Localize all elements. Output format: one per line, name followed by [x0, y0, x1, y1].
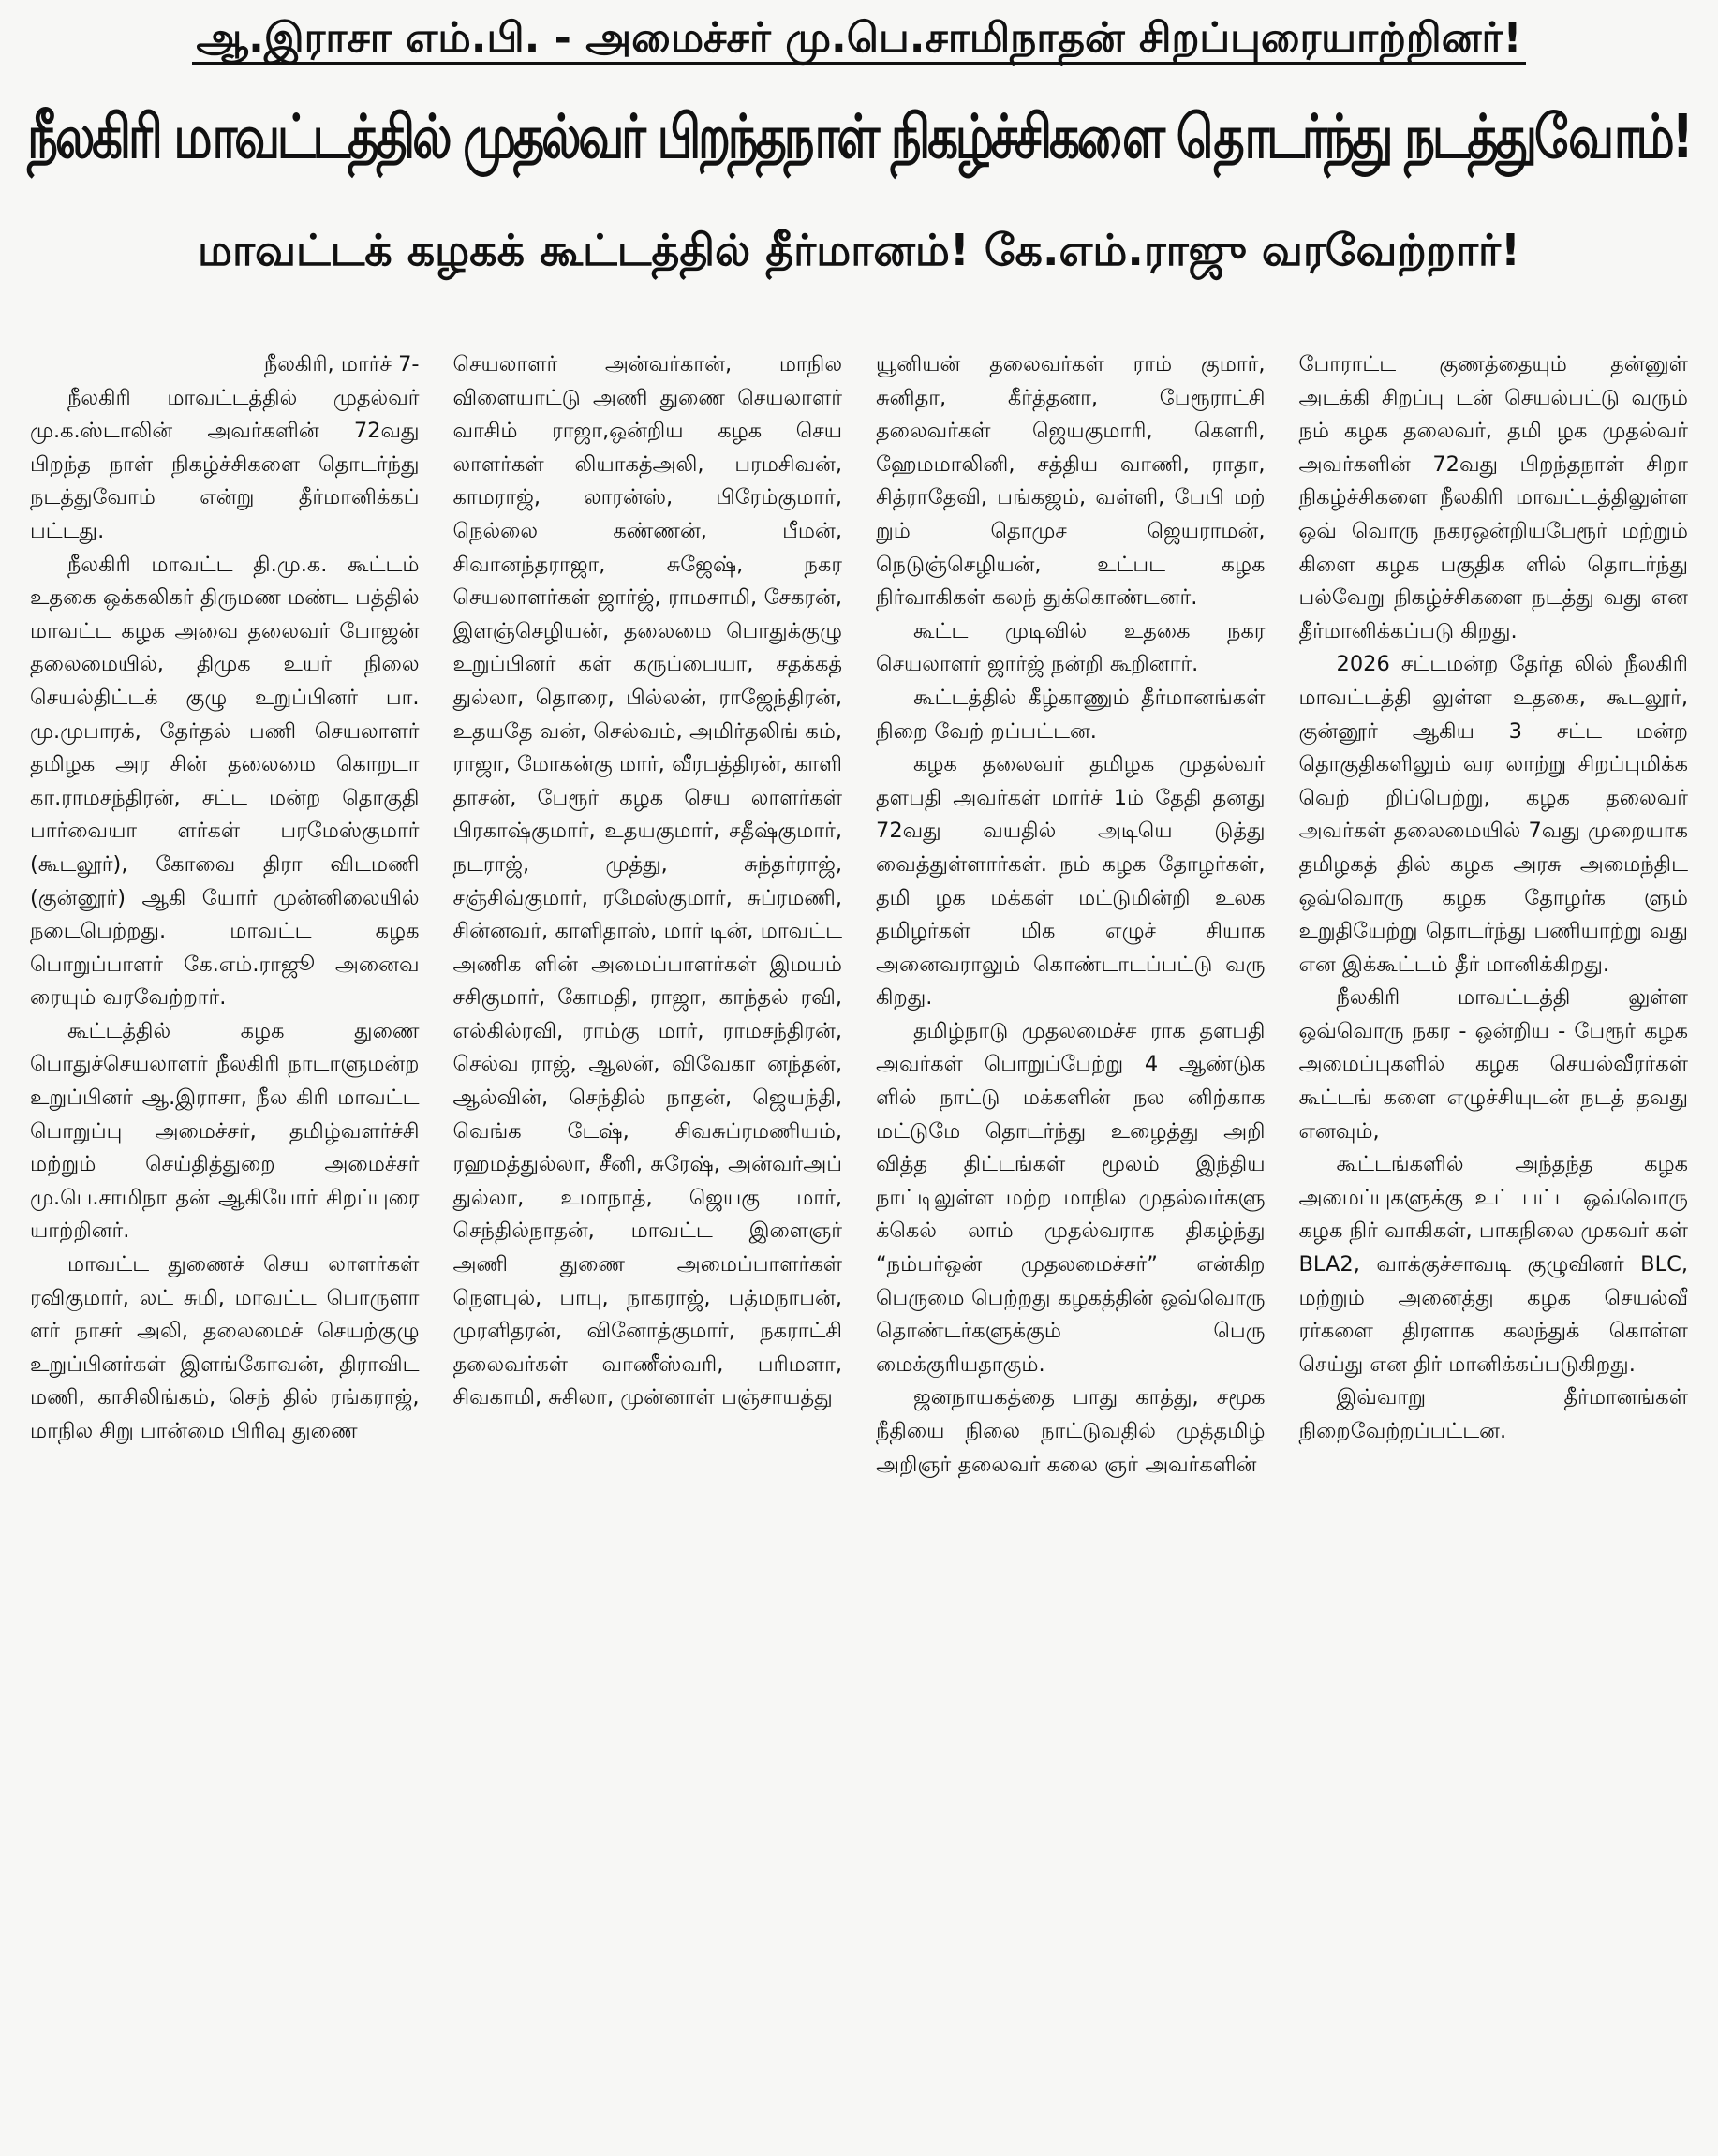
column-1 [22, 348, 427, 2147]
column-4 [1292, 348, 1696, 2147]
paragraph: மாவட்ட துணைச் செய லாளர்கள் ரவிகுமார், லட் சுமி, மாவட்ட பொருளா ளர் நாசர் அலி, தலைமைச் செயற்குழு உறுப்பினர்கள் இளங்கோவன், திராவிட மணி, காசிலிங்கம், செந் தில் ரங்கராஜ், மாநில சிறு பான்மை பிரிவு துணை [30, 1252, 420, 1443]
headline: நீலகிரி மாவட்டத்தில் முதல்வர் பிறந்தநாள் நிகழ்ச்சிகளை தொடர்ந்து நடத்துவோம்! [27, 103, 1691, 173]
column-2 [446, 348, 851, 2147]
kicker-text: ஆ.இராசா எம்.பி. - அமைச்சர் மு.பெ.சாமிநாதன் சிறப்புரையாற்றினர்! [192, 14, 1525, 65]
paragraph: தமிழ்நாடு முதலமைச்ச ராக தளபதி அவர்கள் பொறுப்பேற்று 4 ஆண்டுக ளில் நாட்டு மக்களின் நல னிற்காக மட்டுமே தொடர்ந்து உழைத்து அறி வித்த திட்டங்கள் மூலம் இந்திய நாட்டிலுள்ள மற்ற மாநில முதல்வர்களு க்கெல் லாம் முதல்வராக திகழ்ந்து “நம்பர்ஒன் முதலமைச்சர்” என்கிற பெருமை பெற்றது கழகத்தின் ஒவ்வொரு தொண்டர்களுக்கும் பெரு மைக்குரியதாகும். [876, 1018, 1266, 1377]
paragraph: செயலாளர் அன்வர்கான், மாநில விளையாட்டு அணி துணை செயலாளர் வாசிம் ராஜா,ஒன்றிய கழக செய லாளர்கள் லியாகத்அலி, பரமசிவன், காமராஜ், லாரன்ஸ், பிரேம்குமார், நெல்லை கண்ணன், பீமன், சிவானந்தராஜா, சுஜேஷ், நகர செயலாளர்கள் ஜார்ஜ், ராமசாமி, சேகரன், இளஞ்செழியன், தலைமை பொதுக்குழு உறுப்பினர் கள் கருப்பையா, சதக்கத் துல்லா, தொரை, பில்லன், ராஜேந்திரன், உதயதே வன், செல்வம், அமிர்தலிங் கம், ராஜா, மோகன்கு மார், வீரபத்திரன், காளி தாசன், பேரூர் கழக செய லாளர்கள் பிரகாஷ்குமார், உதயகுமார், சதீஷ்குமார், நடராஜ், முத்து, சுந்தர்ராஜ், சஞ்சிவ்குமார், ரமேஸ்குமார், சுப்ரமணி, சின்னவர், காளிதாஸ், மார் டின், மாவட்ட அணிக ளின் அமைப்பாளர்கள் இமயம் சசிகுமார், கோமதி, ராஜா, காந்தல் ரவி, எல்கில்ரவி, ராம்கு மார், ராமசந்திரன், செல்வ ராஜ், ஆலன், விவேகா னந்தன், ஆல்வின், செந்தில் நாதன், ஜெயந்தி, வெங்க டேஷ், சிவசுப்ரமணியம், ரஹமத்துல்லா, சீனி, சுரேஷ், அன்வர்அப் துல்லா, உமாநாத், ஜெயகு மார், செந்தில்நாதன், மாவட்ட இளைஞர் அணி துணை அமைப்பாளர்கள் நௌபுல், பாபு, நாகராஜ், பத்மநாபன், முரளிதரன், வினோத்குமார், நகராட்சி தலைவர்கள் வாணீஸ்வரி, பரிமளா, சிவகாமி, சுசிலா, முன்னாள் பஞ்சாயத்து [452, 352, 842, 1410]
dateline: நீலகிரி, மார்ச் 7- [263, 352, 420, 377]
paragraph: நீலகிரி மாவட்டத்தில் முதல்வர் மு.க.ஸ்டாலின் அவர்களின் 72வது பிறந்த நாள் நிகழ்ச்சிகளை தொடர்ந்து நடத்துவோம் என்று தீர்மானிக்கப் பட்டது. [30, 385, 420, 543]
paragraph: ஜனநாயகத்தை பாது காத்து, சமூக நீதியை நிலை நாட்டுவதில் முத்தமிழ் அறிஞர் தலைவர் கலை ஞர் அவர்களின் [876, 1385, 1266, 1477]
paragraph: 2026 சட்டமன்ற தேர்த லில் நீலகிரி மாவட்டத்தி லுள்ள உதகை, கூடலூர், குன்னூர் ஆகிய 3 சட்ட மன்ற தொகுதிகளிலும் வர லாற்று சிறப்புமிக்க வெற் றிப்பெற்று, கழக தலைவர் அவர்கள் தலைமையில் 7வது முறையாக தமிழகத் தில் கழக அரசு அமைந்திட ஒவ்வொரு கழக தோழர்க ளும் உறுதியேற்று தொடர்ந்து பணியாற்று வது என இக்கூட்டம் தீர் மானிக்கிறது. [1298, 652, 1688, 977]
paragraph: கழக தலைவர் தமிழக முதல்வர் தளபதி அவர்கள் மார்ச் 1ம் தேதி தனது 72வது வயதில் அடியெ டுத்து வைத்துள்ளார்கள். நம் கழக தோழர்கள், தமி ழக மக்கள் மட்டுமின்றி உலக தமிழர்கள் மிக எழுச் சியாக அனைவராலும் கொண்டாடப்பட்டு வரு கிறது. [876, 752, 1266, 1011]
subheadline: மாவட்டக் கழகக் கூட்டத்தில் தீர்மானம்! கே.எம்.ராஜு வரவேற்றார்! [197, 225, 1521, 275]
paragraph: இவ்வாறு தீர்மானங்கள் நிறைவேற்றப்பட்டன. [1298, 1385, 1688, 1443]
paragraph: கூட்டத்தில் கழக துணை பொதுச்செயலாளர் நீலகிரி நாடாளுமன்ற உறுப்பினர் ஆ.இராசா, நீல கிரி மாவட்ட பொறுப்பு அமைச்சர், தமிழ்வளர்ச்சி மற்றும் செய்தித்துறை அமைச்சர் மு.பெ.சாமிநா தன் ஆகியோர் சிறப்புரை யாற்றினர். [30, 1018, 420, 1244]
column-3 [868, 348, 1273, 2147]
article-body [22, 348, 1696, 2147]
paragraph: கூட்ட முடிவில் உதகை நகர செயலாளர் ஜார்ஜ் நன்றி கூறினார். [876, 618, 1266, 677]
paragraph: யூனியன் தலைவர்கள் ராம் குமார், சுனிதா, கீர்த்தனா, பேரூராட்சி தலைவர்கள் ஜெயகுமாரி, கௌரி, ஹேமமாலினி, சத்திய வாணி, ராதா, சித்ராதேவி, பங்கஜம், வள்ளி, பேபி மற் றும் தொமுச ஜெயராமன், நெடுஞ்செழியன், உட்பட கழக நிர்வாகிகள் கலந் துக்கொண்டனர். [876, 352, 1266, 611]
paragraph: கூட்டங்களில் அந்தந்த கழக அமைப்புகளுக்கு உட் பட்ட ஒவ்வொரு கழக நிர் வாகிகள், பாகநிலை முகவர் கள் BLA2, வாக்குச்சாவடி குழுவினர் BLC, மற்றும் அனைத்து கழக செயல்வீ ரர்களை திரளாக கலந்துக் கொள்ள செய்து என திர் மானிக்கப்படுகிறது. [1298, 1152, 1688, 1377]
paragraph: நீலகிரி மாவட்ட தி.மு.க. கூட்டம் உதகை ஒக்கலிகர் திருமண மண்ட பத்தில் மாவட்ட கழக அவை தலைவர் போஜன் தலைமையில், திமுக உயர் நிலை செயல்திட்டக் குழு உறுப்பினர் பா. மு.முபாரக், தேர்தல் பணி செயலாளர் தமிழக அர சின் தலைமை கொறடா கா.ராமசந்திரன், சட்ட மன்ற தொகுதி பார்வையா ளர்கள் பரமேஸ்குமார் (கூடலூர்), கோவை திரா விடமணி (குன்னூர்) ஆகி யோர் முன்னிலையில் நடைபெற்றது. மாவட்ட கழக பொறுப்பாளர் கே.எம்.ராஜூ அனைவ ரையும் வரவேற்றார். [30, 552, 420, 1011]
paragraph: நீலகிரி மாவட்டத்தி லுள்ள ஒவ்வொரு நகர - ஒன்றிய - பேரூர் கழக அமைப்புகளில் கழக செயல்வீரர்கள் கூட்டங் களை எழுச்சியுடன் நடத் தவது எனவும், [1298, 985, 1688, 1144]
kicker-line [17, 9, 1701, 67]
paragraph: போராட்ட குணத்தையும் தன்னுள் அடக்கி சிறப்பு டன் செயல்பட்டு வரும் நம் கழக தலைவர், தமி ழக முதல்வர் அவர்களின் 72வது பிறந்தநாள் சிறா நிகழ்ச்சிகளை நீலகிரி மாவட்டத்திலுள்ள ஒவ் வொரு நகரஒன்றியபேரூர் மற்றும் கிளை கழக பகுதிக ளில் தொடர்ந்து பல்வேறு நிகழ்ச்சிகளை நடத்து வது என தீர்மானிக்கப்படு கிறது. [1298, 352, 1688, 643]
paragraph: கூட்டத்தில் கீழ்காணும் தீர்மானங்கள் நிறை வேற் றப்பட்டன. [876, 685, 1266, 744]
